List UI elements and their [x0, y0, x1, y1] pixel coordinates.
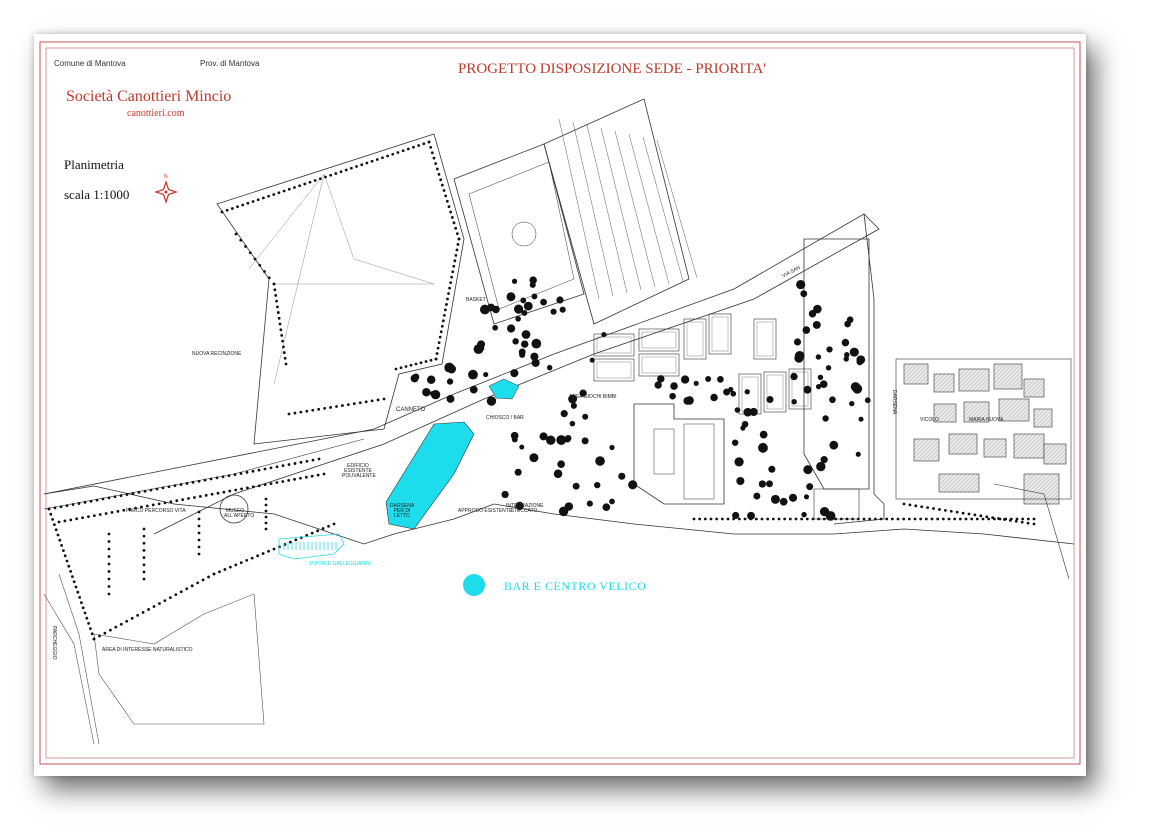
inner-border [46, 48, 1074, 758]
label-area-giochi: AREA GIOCHI BIMBI [569, 394, 617, 400]
label-via-san: VIA SAN [781, 264, 802, 280]
svg-text:N: N [164, 174, 168, 180]
label-darsena: DARSENA PER DI LETTO [390, 503, 415, 519]
road-lower [44, 439, 364, 509]
tree-clusters [411, 276, 871, 520]
label-nuova-recinzione: NUOVA RECINZIONE [192, 351, 242, 357]
tennis-courts [594, 314, 811, 414]
bar-legend-label: BAR E CENTRO VELICO [504, 579, 647, 593]
outer-border [40, 42, 1080, 764]
label-canneto: CANNETO [396, 407, 426, 413]
pontile-galleggiante [279, 534, 344, 559]
label-pontile: PONTILE GALLEGGIANTE [310, 561, 372, 567]
label-integrazione: INTEGRAZIONE STECCATO [506, 503, 544, 514]
map-sheet [34, 34, 1086, 776]
label-edificio: EDIFICIO ESISTENTE POLIVALENTE [342, 463, 376, 479]
east-road [834, 214, 884, 524]
fence-dots [221, 141, 461, 416]
label-darsena-vert: DARSENA [891, 390, 897, 415]
label-basket: BASKET [466, 297, 486, 303]
label-maria-nuova: MARIA NUOVA [969, 417, 1004, 423]
parking-area [544, 99, 689, 324]
brand-website: canottieri.com [127, 108, 185, 119]
bar-legend-icon [463, 574, 485, 596]
label-vicolo: VICOLO [920, 417, 939, 423]
label-chiosco: CHIOSCO / BAR [486, 415, 524, 421]
page-title: PROGETTO DISPOSIZIONE SEDE - PRIORITA' [458, 61, 766, 77]
scale-label: scala 1:1000 [64, 187, 130, 202]
provincia-label: Prov. di Mantova [200, 59, 260, 68]
shoreline [44, 486, 1074, 544]
park-trees [48, 458, 1036, 641]
label-area-naturalistica: AREA DI INTERESSE NATURALISTICO [102, 647, 193, 653]
natural-area [94, 594, 264, 724]
brand-name: Società Canottieri Mincio [66, 88, 232, 105]
label-approdo: APPRODO ESISTENTE [458, 508, 513, 514]
label-parcheggio: PARCHEGGIO [51, 626, 57, 660]
site-plan-drawing [34, 34, 1086, 776]
comune-label: Comune di Mantova [54, 59, 126, 68]
compass-rose-icon [154, 174, 178, 204]
field-paths [249, 174, 434, 384]
field-boundary [217, 134, 464, 444]
label-museo: MUSEO ALL'APERTO [224, 508, 255, 519]
label-parco: PARCO PERCORSO VITA [126, 508, 186, 514]
plan-type-label: Planimetria [64, 157, 124, 172]
chiosco-bar [489, 379, 519, 399]
main-building [634, 404, 724, 504]
town-buildings [896, 359, 1071, 504]
